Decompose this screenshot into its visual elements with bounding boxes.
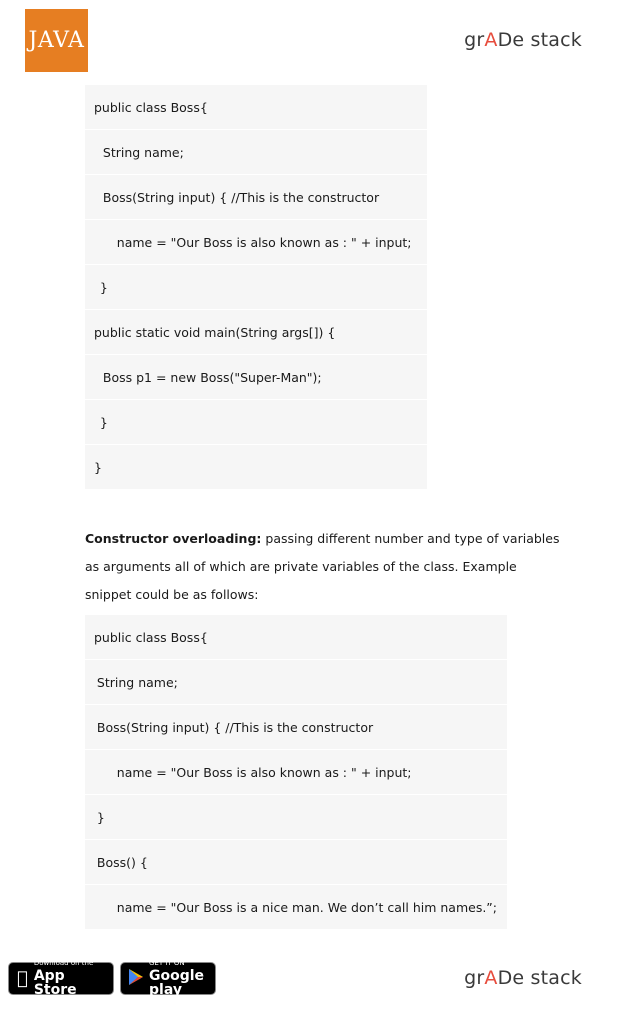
code-block-overloading xyxy=(85,615,507,929)
code-line: String name; xyxy=(85,660,507,705)
apple-icon xyxy=(17,970,28,988)
google-play-icon xyxy=(129,969,143,989)
constructor-overloading-paragraph xyxy=(85,525,565,609)
code-line: } xyxy=(94,459,102,475)
code-line: Boss() { xyxy=(85,840,507,885)
paragraph-heading: Constructor overloading: xyxy=(85,531,262,546)
gradestack-logo-bottom: grADe stack xyxy=(464,967,582,989)
code-line: name = "Our Boss is also known as : " + input; xyxy=(85,750,507,795)
code-line: } xyxy=(85,400,427,445)
code-line: Boss(String input) { //This is the constructor xyxy=(85,705,507,750)
code-line: name = "Our Boss is a nice man. We don’t call him names.”; xyxy=(85,899,497,915)
app-store-badge[interactable]: Download on the App Store xyxy=(8,962,114,995)
code-line: public class Boss{ xyxy=(85,85,427,130)
paragraph-text: passing different number and type of variables as arguments all of which are private variables of the class. Example snippet could be as follows: xyxy=(85,531,560,602)
code-line: } xyxy=(85,265,427,310)
code-line: String name; xyxy=(85,130,427,175)
code-line: Boss p1 = new Boss("Super-Man"); xyxy=(85,355,427,400)
java-logo-text: JAVA xyxy=(28,28,85,53)
gradestack-logo-top: grADe stack xyxy=(464,29,582,51)
code-block-constructor xyxy=(85,85,427,489)
code-line: public static void main(String args[]) { xyxy=(85,310,427,355)
code-line: } xyxy=(85,795,507,840)
brand-mark: A xyxy=(484,29,498,51)
code-line: Boss(String input) { //This is the constructor xyxy=(85,175,427,220)
code-line: public class Boss{ xyxy=(85,615,507,660)
google-play-badge[interactable]: GET IT ON Google play xyxy=(120,962,216,995)
code-line: name = "Our Boss is also known as : " + input; xyxy=(85,220,427,265)
java-logo xyxy=(25,9,88,72)
